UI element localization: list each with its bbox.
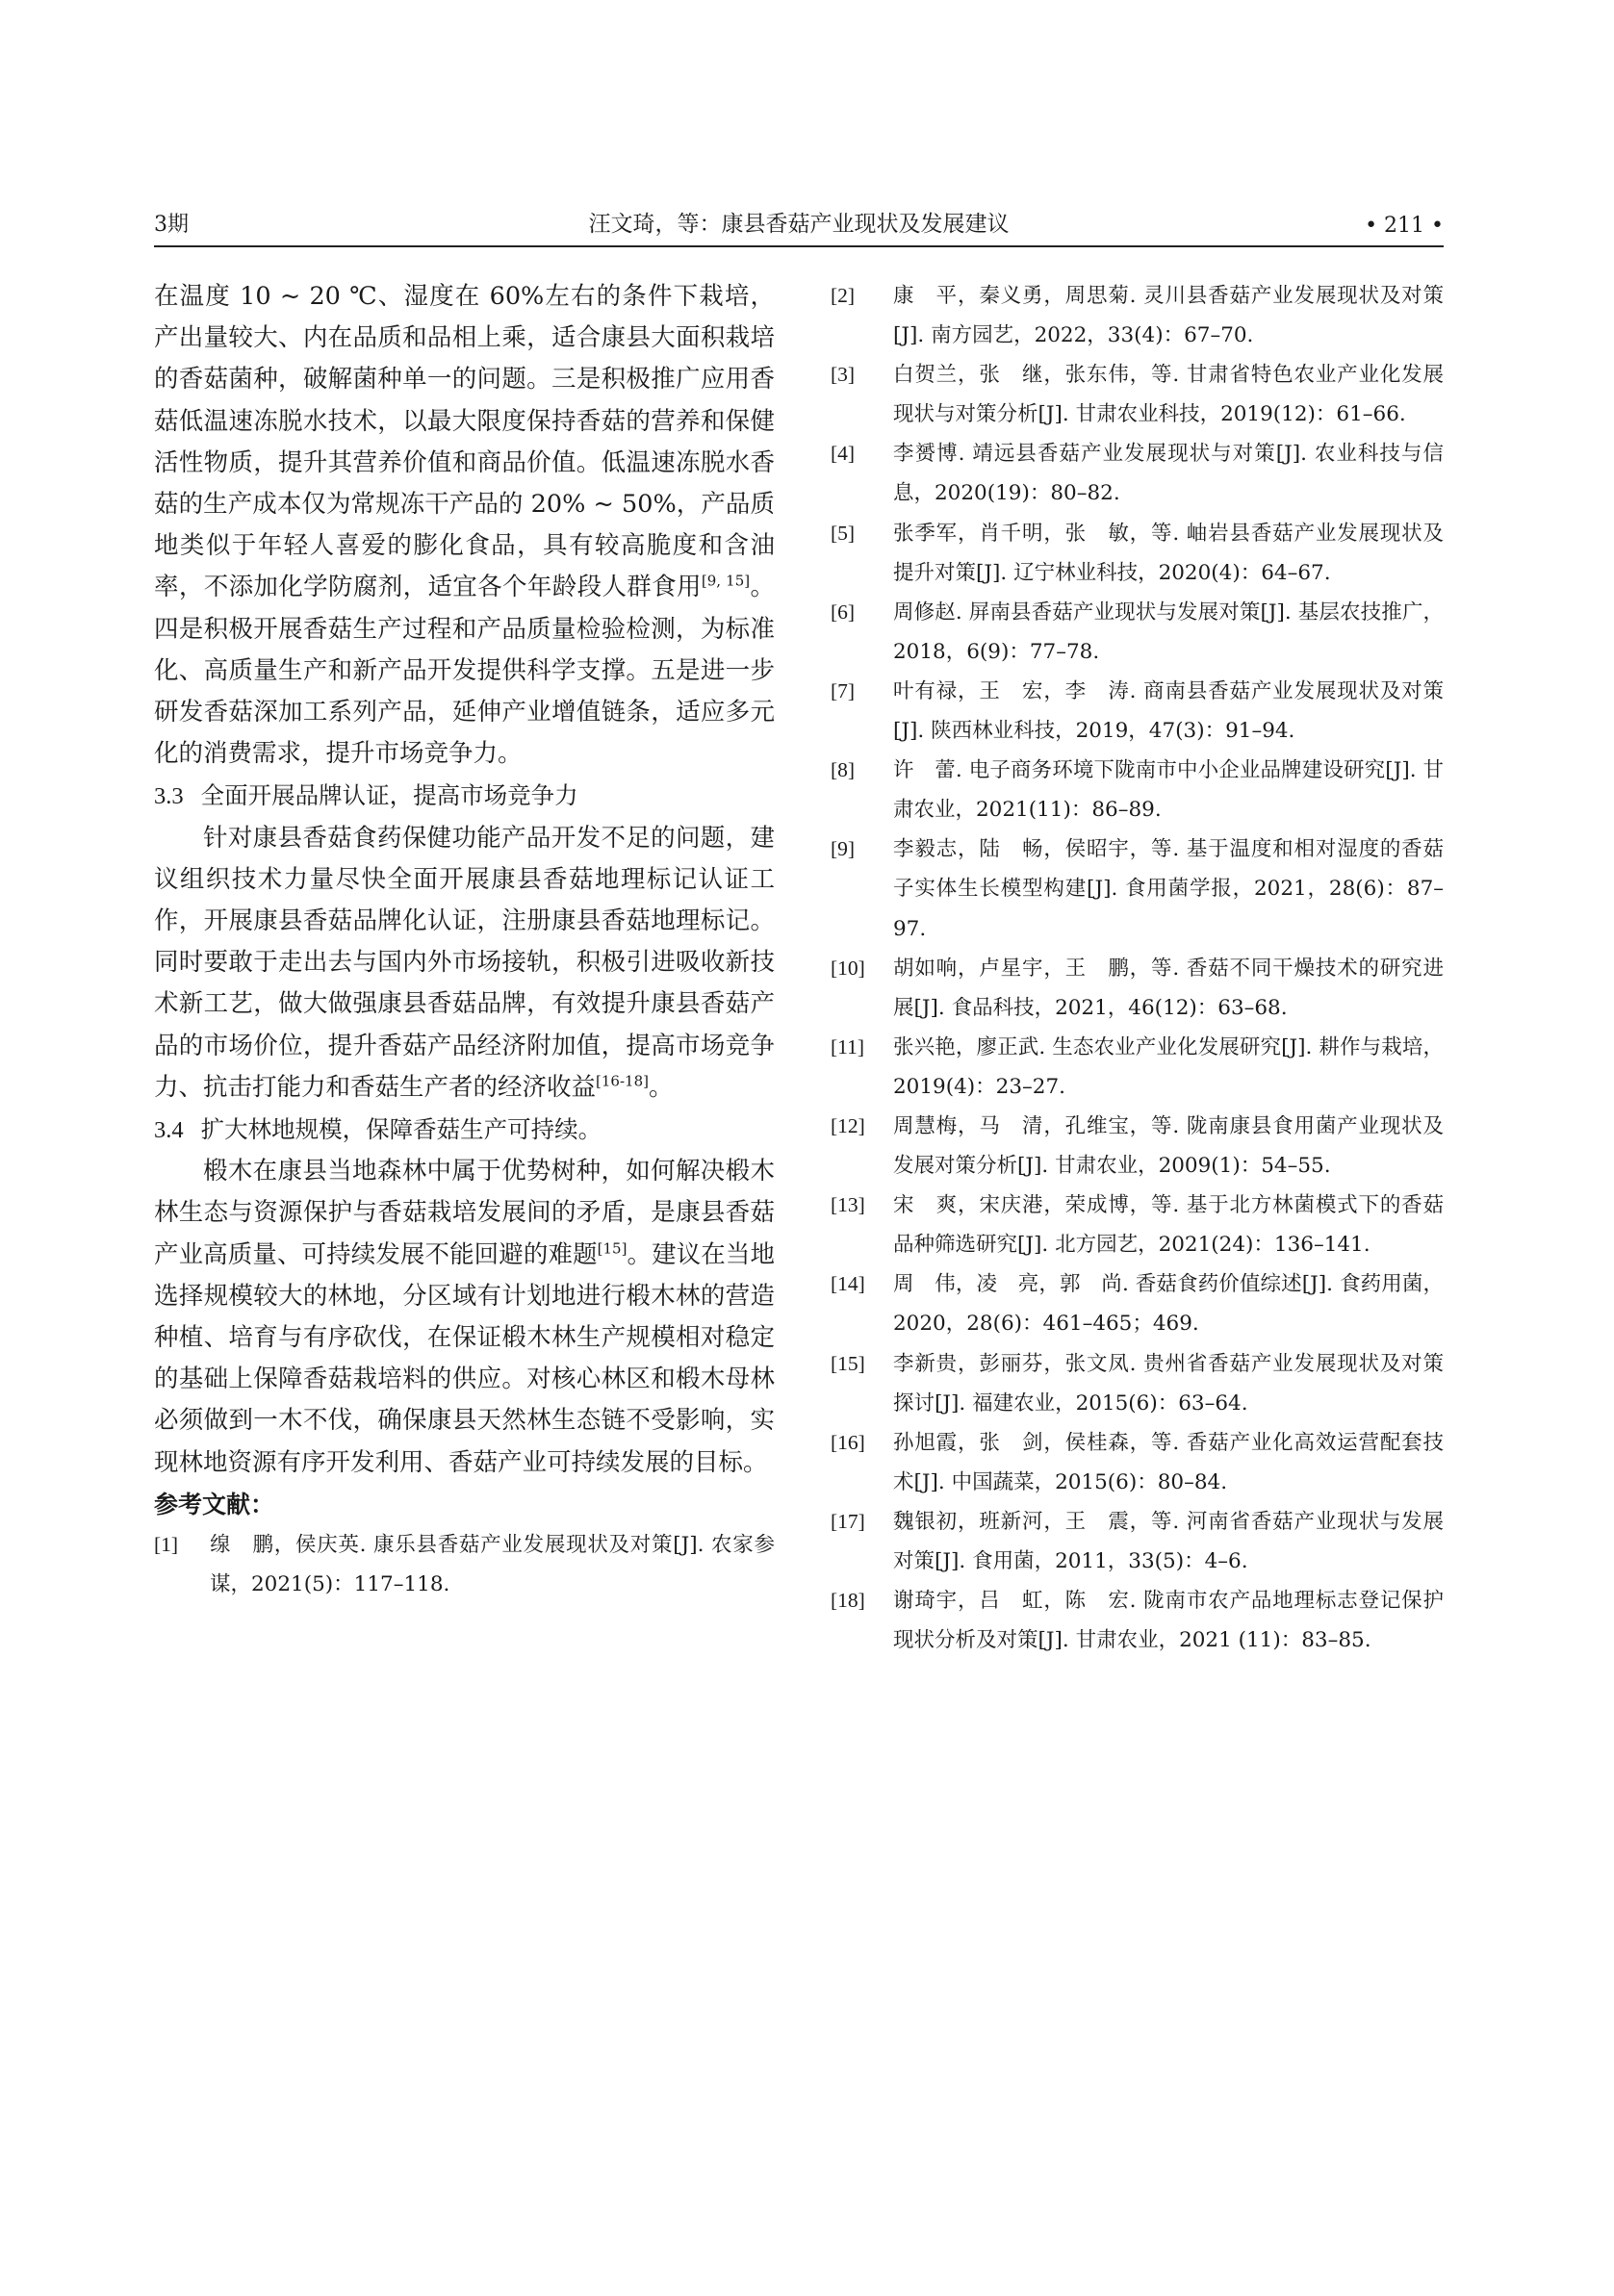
reference-number: [3] xyxy=(831,363,856,387)
reference-number: [14] xyxy=(831,1272,865,1296)
reference-text: 缐 鹏，侯庆英. 康乐县香菇产业发展现状及对策[J]. 农家参谋，2021(5)：117–118. xyxy=(210,1532,775,1596)
reference-number: [13] xyxy=(831,1193,865,1217)
reference-number: [11] xyxy=(831,1034,865,1059)
reference-number: [1] xyxy=(154,1532,179,1556)
reference-text: 李毅志，陆 畅，侯昭宇，等. 基于温度和相对湿度的香菇子实体生长模型构建[J]. 食用菌学报，2021，28(6)：87–97. xyxy=(893,837,1444,941)
running-title: 汪文琦，等：康县香菇产业现状及发展建议 xyxy=(588,212,1010,237)
section-number: 3.4 xyxy=(154,1117,184,1144)
reference-entry xyxy=(831,829,1444,948)
reference-entry xyxy=(831,434,1444,513)
reference-entry xyxy=(831,1264,1444,1343)
reference-number: [5] xyxy=(831,521,856,545)
reference-text: 许 蕾. 电子商务环境下陇南市中小企业品牌建设研究[J]. 甘肃农业，2021(11)：86–89. xyxy=(893,758,1444,823)
reference-number: [6] xyxy=(831,600,856,624)
reference-entry xyxy=(831,276,1444,355)
reference-entry xyxy=(831,1028,1444,1107)
paragraph-text: 椴木在康县当地森林中属于优势树种，如何解决椴木林生态与资源保护与香菇栽培发展间的矛盾，是康县香菇产业高质量、可持续发展不能回避的难题 xyxy=(154,1157,775,1269)
references-heading: 参考文献： xyxy=(154,1490,275,1518)
reference-entry xyxy=(831,1502,1444,1581)
citation: [15] xyxy=(597,1239,628,1258)
reference-number: [10] xyxy=(831,956,865,980)
reference-number: [9] xyxy=(831,837,856,861)
running-header xyxy=(154,207,1444,247)
reference-text: 胡如响，卢星宇，王 鹏，等. 香菇不同干燥技术的研究进展[J]. 食品科技，2021，46(12)：63–68. xyxy=(893,956,1444,1020)
reference-entry xyxy=(831,751,1444,829)
reference-number: [2] xyxy=(831,284,856,307)
reference-number: [8] xyxy=(831,758,856,782)
reference-entry xyxy=(831,355,1444,434)
reference-text: 周 伟，凌 亮，郭 尚. 香菇食药价值综述[J]. 食药用菌，2020，28(6)：461–465；469. xyxy=(893,1272,1444,1337)
reference-entry xyxy=(831,593,1444,672)
reference-text: 孙旭霞，张 剑，侯桂森，等. 香菇产业化高效运营配套技术[J]. 中国蔬菜，2015(6)：80–84. xyxy=(893,1430,1444,1494)
section-title: 全面开展品牌认证，提高市场竞争力 xyxy=(200,781,578,810)
section-heading-3-4 xyxy=(154,1109,775,1151)
reference-entry xyxy=(831,1186,1444,1264)
section-heading-3-3 xyxy=(154,775,775,817)
reference-entry xyxy=(831,1107,1444,1186)
body-paragraph xyxy=(154,276,775,775)
reference-list xyxy=(831,276,1444,1660)
paragraph-text: 在温度 10 ~ 20 ℃、湿度在 60%左右的条件下栽培，产出量较大、内在品质和品相上乘，适合康县大面积栽培的香菇菌种，破解菌种单一的问题。三是积极推广应用香菇低温速冻脱水技术，以最大限度保持香菇的营养和保健活性物质，提升其营养价值和商品价值。低温速冻脱水香菇的生产成本仅为常规冻干产品的 20% ~ 50%，产品质地类似于年轻人喜爱的膨化食品，具有较高脆度和含油率，不添加化学防腐剂，适宜各个年龄段人群食用 xyxy=(154,282,775,602)
paragraph-text: 。建议在当地选择规模较大的林地，分区域有计划地进行椴木林的营造种植、培育与有序砍伐，在保证椴木林生产规模相对稳定的基础上保障香菇栽培料的供应。对核心林区和椴木母林必须做到一木不伐，确保康县天然林生态链不受影响，实现林地资源有序开发利用、香菇产业可持续发展的目标。 xyxy=(154,1239,775,1477)
reference-text: 康 平，秦义勇，周思菊. 灵川县香菇产业发展现状及对策[J]. 南方园艺，2022，33(4)：67–70. xyxy=(893,284,1444,348)
reference-text: 周慧梅，马 清，孔维宝，等. 陇南康县食用菌产业现状及发展对策分析[J]. 甘肃农业，2009(1)：54–55. xyxy=(893,1113,1444,1179)
reference-entry xyxy=(831,1344,1444,1423)
left-column xyxy=(154,276,775,1604)
reference-text: 宋 爽，宋庆港，荣成博，等. 基于北方林菌模式下的香菇品种筛选研究[J]. 北方园艺，2021(24)：136–141. xyxy=(893,1193,1444,1258)
paragraph-text: 针对康县香菇食药保健功能产品开发不足的问题，建议组织技术力量尽快全面开展康县香菇地理标记认证工作，开展康县香菇品牌化认证，注册康县香菇地理标记。同时要敢于走出去与国内外市场接轨，积极引进吸收新技术新工艺，做大做强康县香菇品牌，有效提升康县香菇产品的市场价位，提升香菇产品经济附加值，提高市场竞争力、抗击打能力和香菇生产者的经济收益 xyxy=(154,823,775,1102)
reference-text: 魏银初，班新河，王 震，等. 河南省香菇产业现状与发展对策[J]. 食用菌，2011，33(5)：4–6. xyxy=(893,1509,1444,1573)
body-paragraph xyxy=(154,1151,775,1484)
reference-text: 李赟博. 靖远县香菇产业发展现状与对策[J]. 农业科技与信息，2020(19)：80–82. xyxy=(893,442,1444,506)
reference-text: 叶有禄，王 宏，李 涛. 商南县香菇产业发展现状及对策[J]. 陕西林业科技，2019，47(3)：91–94. xyxy=(893,678,1444,744)
reference-entry xyxy=(831,949,1444,1028)
reference-entry xyxy=(831,1581,1444,1660)
reference-number: [17] xyxy=(831,1509,865,1533)
reference-text: 谢琦宇，吕 虹，陈 宏. 陇南市农产品地理标志登记保护现状分析及对策[J]. 甘肃农业，2021 (11)：83–85. xyxy=(893,1589,1444,1653)
reference-text: 张兴艳，廖正武. 生态农业产业化发展研究[J]. 耕作与栽培，2019(4)：23–27. xyxy=(893,1034,1444,1099)
reference-number: [12] xyxy=(831,1113,865,1137)
reference-number: [15] xyxy=(831,1351,865,1375)
paragraph-text: 。四是积极开展香菇生产过程和产品质量检验检测，为标准化、高质量生产和新产品开发提供科学支撑。五是进一步研发香菇深加工系列产品，延伸产业增值链条，适应多元化的消费需求，提升市场竞争力。 xyxy=(154,573,775,769)
reference-text: 李新贵，彭丽芬，张文凤. 贵州省香菇产业发展现状及对策探讨[J]. 福建农业，2015(6)：63–64. xyxy=(893,1351,1444,1416)
reference-text: 周修赵. 屏南县香菇产业现状与发展对策[J]. 基层农技推广，2018，6(9)：77–78. xyxy=(893,600,1444,664)
citation: [16-18] xyxy=(596,1072,649,1090)
reference-entry xyxy=(831,1423,1444,1502)
reference-entry xyxy=(831,672,1444,751)
reference-number: [16] xyxy=(831,1430,865,1454)
reference-text: 白贺兰，张 继，张东伟，等. 甘肃省特色农业产业化发展现状与对策分析[J]. 甘肃农业科技，2019(12)：61–66. xyxy=(893,363,1444,427)
reference-number: [4] xyxy=(831,442,856,466)
reference-entry xyxy=(154,1525,775,1604)
citation: [9, 15] xyxy=(701,572,751,590)
issue-number: 3期 xyxy=(154,213,189,237)
page-number: • 211 • xyxy=(1365,214,1444,238)
body-paragraph xyxy=(154,818,775,1109)
paragraph-text: 。 xyxy=(648,1072,674,1102)
reference-number: [18] xyxy=(831,1589,865,1613)
reference-entry xyxy=(831,514,1444,593)
reference-number: [7] xyxy=(831,678,856,702)
reference-text: 张季军，肖千明，张 敏，等. 岫岩县香菇产业发展现状及提升对策[J]. 辽宁林业科技，2020(4)：64–67. xyxy=(893,521,1444,585)
section-title: 扩大林地规模，保障香菇生产可持续。 xyxy=(200,1115,602,1144)
section-number: 3.3 xyxy=(154,783,184,810)
